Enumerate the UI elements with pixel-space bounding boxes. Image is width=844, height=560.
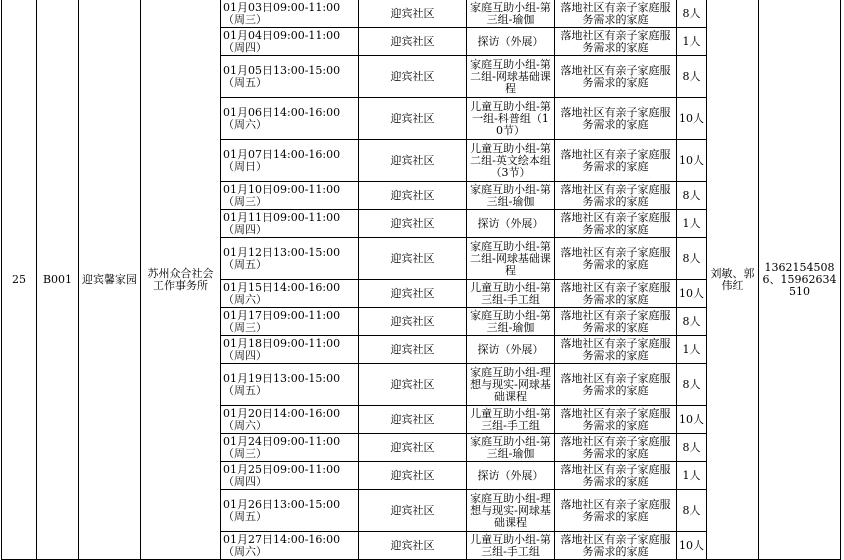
time-cell: 01月20日14:00-16:00（周六） bbox=[221, 406, 359, 434]
location-cell: 迎宾社区 bbox=[359, 140, 467, 182]
count-cell: 1人 bbox=[677, 462, 707, 490]
activity-cell: 家庭互助小组-第三组-瑜伽 bbox=[467, 434, 555, 462]
target-cell: 落地社区有亲子家庭服务需求的家庭 bbox=[555, 28, 677, 56]
time-cell: 01月27日14:00-16:00（周六） bbox=[221, 532, 359, 560]
count-cell: 10人 bbox=[677, 280, 707, 308]
location-cell: 迎宾社区 bbox=[359, 462, 467, 490]
activity-cell: 家庭互助小组-第三组-瑜伽 bbox=[467, 182, 555, 210]
location-cell: 迎宾社区 bbox=[359, 182, 467, 210]
location-cell: 迎宾社区 bbox=[359, 336, 467, 364]
time-cell: 01月26日13:00-15:00（周五） bbox=[221, 490, 359, 532]
count-cell: 10人 bbox=[677, 406, 707, 434]
organization-cell: 苏州众合社会工作事务所 bbox=[141, 0, 221, 560]
target-cell: 落地社区有亲子家庭服务需求的家庭 bbox=[555, 98, 677, 140]
activity-cell: 家庭互助小组-第二组-网球基础课程 bbox=[467, 238, 555, 280]
count-cell: 8人 bbox=[677, 0, 707, 28]
time-cell: 01月04日09:00-11:00（周四） bbox=[221, 28, 359, 56]
code-cell: B001 bbox=[37, 0, 79, 560]
phones-cell: 13621545086、15962634510 bbox=[759, 0, 841, 560]
activity-cell: 探访（外展） bbox=[467, 210, 555, 238]
target-cell: 落地社区有亲子家庭服务需求的家庭 bbox=[555, 462, 677, 490]
activity-cell: 探访（外展） bbox=[467, 462, 555, 490]
location-cell: 迎宾社区 bbox=[359, 532, 467, 560]
count-cell: 10人 bbox=[677, 98, 707, 140]
schedule-body bbox=[2, 0, 841, 560]
contacts-cell: 刘敏、郭伟红 bbox=[707, 0, 759, 560]
table-row bbox=[2, 0, 841, 28]
time-cell: 01月18日09:00-11:00（周四） bbox=[221, 336, 359, 364]
count-cell: 8人 bbox=[677, 490, 707, 532]
activity-cell: 儿童互助小组-第三组-手工组 bbox=[467, 532, 555, 560]
activity-cell: 儿童互助小组-第一组-科普组（10节） bbox=[467, 98, 555, 140]
count-cell: 8人 bbox=[677, 308, 707, 336]
time-cell: 01月03日09:00-11:00（周三） bbox=[221, 0, 359, 28]
time-cell: 01月10日09:00-11:00（周三） bbox=[221, 182, 359, 210]
activity-cell: 儿童互助小组-第三组-手工组 bbox=[467, 280, 555, 308]
activity-cell: 儿童互助小组-第二组-英文绘本组（3节） bbox=[467, 140, 555, 182]
location-cell: 迎宾社区 bbox=[359, 364, 467, 406]
count-cell: 8人 bbox=[677, 238, 707, 280]
target-cell: 落地社区有亲子家庭服务需求的家庭 bbox=[555, 434, 677, 462]
count-cell: 8人 bbox=[677, 434, 707, 462]
count-cell: 8人 bbox=[677, 182, 707, 210]
count-cell: 1人 bbox=[677, 210, 707, 238]
time-cell: 01月06日14:00-16:00（周六） bbox=[221, 98, 359, 140]
location-cell: 迎宾社区 bbox=[359, 28, 467, 56]
count-cell: 10人 bbox=[677, 140, 707, 182]
location-cell: 迎宾社区 bbox=[359, 0, 467, 28]
schedule-table bbox=[1, 0, 841, 560]
activity-cell: 儿童互助小组-第三组-手工组 bbox=[467, 406, 555, 434]
target-cell: 落地社区有亲子家庭服务需求的家庭 bbox=[555, 280, 677, 308]
location-cell: 迎宾社区 bbox=[359, 308, 467, 336]
location-cell: 迎宾社区 bbox=[359, 434, 467, 462]
time-cell: 01月15日14:00-16:00（周六） bbox=[221, 280, 359, 308]
target-cell: 落地社区有亲子家庭服务需求的家庭 bbox=[555, 56, 677, 98]
activity-cell: 家庭互助小组-理想与现实-网球基础课程 bbox=[467, 490, 555, 532]
target-cell: 落地社区有亲子家庭服务需求的家庭 bbox=[555, 406, 677, 434]
index-cell: 25 bbox=[2, 0, 37, 560]
target-cell: 落地社区有亲子家庭服务需求的家庭 bbox=[555, 210, 677, 238]
time-cell: 01月24日09:00-11:00（周三） bbox=[221, 434, 359, 462]
target-cell: 落地社区有亲子家庭服务需求的家庭 bbox=[555, 182, 677, 210]
location-cell: 迎宾社区 bbox=[359, 210, 467, 238]
time-cell: 01月05日13:00-15:00（周五） bbox=[221, 56, 359, 98]
time-cell: 01月07日14:00-16:00（周日） bbox=[221, 140, 359, 182]
activity-cell: 家庭互助小组-理想与现实-网球基础课程 bbox=[467, 364, 555, 406]
count-cell: 1人 bbox=[677, 336, 707, 364]
activity-cell: 探访（外展） bbox=[467, 28, 555, 56]
target-cell: 落地社区有亲子家庭服务需求的家庭 bbox=[555, 336, 677, 364]
time-cell: 01月12日13:00-15:00（周五） bbox=[221, 238, 359, 280]
time-cell: 01月11日09:00-11:00（周四） bbox=[221, 210, 359, 238]
target-cell: 落地社区有亲子家庭服务需求的家庭 bbox=[555, 490, 677, 532]
location-cell: 迎宾社区 bbox=[359, 238, 467, 280]
target-cell: 落地社区有亲子家庭服务需求的家庭 bbox=[555, 308, 677, 336]
time-cell: 01月17日09:00-11:00（周三） bbox=[221, 308, 359, 336]
count-cell: 8人 bbox=[677, 56, 707, 98]
activity-cell: 家庭互助小组-第二组-网球基础课程 bbox=[467, 56, 555, 98]
target-cell: 落地社区有亲子家庭服务需求的家庭 bbox=[555, 0, 677, 28]
count-cell: 8人 bbox=[677, 364, 707, 406]
count-cell: 10人 bbox=[677, 532, 707, 560]
activity-cell: 家庭互助小组-第三组-瑜伽 bbox=[467, 0, 555, 28]
target-cell: 落地社区有亲子家庭服务需求的家庭 bbox=[555, 532, 677, 560]
location-cell: 迎宾社区 bbox=[359, 98, 467, 140]
location-cell: 迎宾社区 bbox=[359, 280, 467, 308]
location-cell: 迎宾社区 bbox=[359, 406, 467, 434]
target-cell: 落地社区有亲子家庭服务需求的家庭 bbox=[555, 364, 677, 406]
site-cell: 迎宾馨家园 bbox=[79, 0, 141, 560]
location-cell: 迎宾社区 bbox=[359, 490, 467, 532]
activity-cell: 家庭互助小组-第三组-瑜伽 bbox=[467, 308, 555, 336]
target-cell: 落地社区有亲子家庭服务需求的家庭 bbox=[555, 238, 677, 280]
time-cell: 01月19日13:00-15:00（周五） bbox=[221, 364, 359, 406]
target-cell: 落地社区有亲子家庭服务需求的家庭 bbox=[555, 140, 677, 182]
time-cell: 01月25日09:00-11:00（周四） bbox=[221, 462, 359, 490]
location-cell: 迎宾社区 bbox=[359, 56, 467, 98]
count-cell: 1人 bbox=[677, 28, 707, 56]
activity-cell: 探访（外展） bbox=[467, 336, 555, 364]
